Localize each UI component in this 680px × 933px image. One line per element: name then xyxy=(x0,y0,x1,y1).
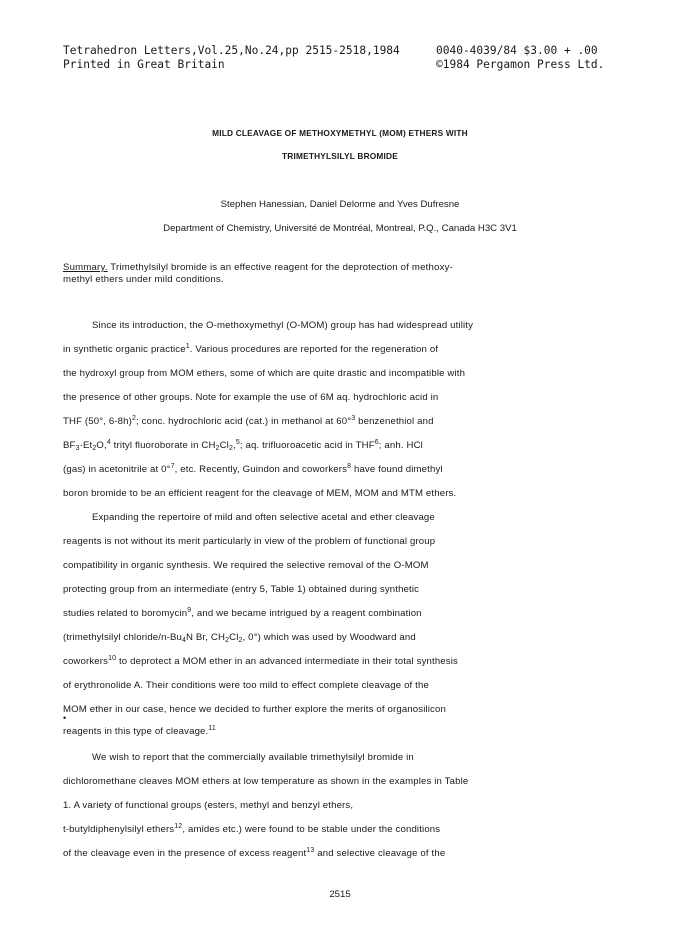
page-number: 2515 xyxy=(329,889,351,900)
body-line: (gas) in acetonitrile at 0°$^7$, etc. Recently, Guindon and coworkers$^8$ have found dimethyl xyxy=(63,463,443,475)
body-line: 1. A variety of functional groups (esters, methyl and benzyl ethers, xyxy=(63,800,354,811)
body-line: reagents in this type of cleavage.$^{11}$ xyxy=(63,725,216,737)
body-line: studies related to boromycin$^9$, and we became intrigued by a reagent combination xyxy=(63,607,422,619)
body-line: compatibility in organic synthesis. We required the selective removal of the O-MOM xyxy=(63,560,429,571)
body-line: the presence of other groups. Note for example the use of 6M aq. hydrochloric acid in xyxy=(63,392,439,403)
affiliation: Department of Chemistry, Université de Montréal, Montreal, P.Q., Canada H3C 3V1 xyxy=(163,223,517,234)
body-line: dichloromethane cleaves MOM ethers at low temperature as shown in the examples in Table xyxy=(63,776,469,787)
copyright: ©1984 Pergamon Press Ltd. xyxy=(436,58,605,71)
stray-mark: • xyxy=(63,713,67,723)
body-line: of erythronolide A. Their conditions were too mild to effect complete cleavage of the xyxy=(63,680,429,691)
body-line: THF (50°, 6-8h)$^2$; conc. hydrochloric acid (cat.) in methanol at 60°$^3$ benzenethiol and xyxy=(63,415,434,427)
body-line: Expanding the repertoire of mild and often selective acetal and ether cleavage xyxy=(92,512,435,523)
journal-citation: Tetrahedron Letters,Vol.25,No.24,pp 2515-2518,1984 xyxy=(63,44,400,57)
body-line: MOM ether in our case, hence we decided to further explore the merits of organosilicon xyxy=(63,704,446,715)
article-title-line2: TRIMETHYLSILYL BROMIDE xyxy=(282,151,398,161)
body-line: coworkers$^{10}$ to deprotect a MOM ether in an advanced intermediate in their total synthesis xyxy=(63,655,458,667)
price-code: 0040-4039/84 $3.00 + .00 xyxy=(436,44,598,57)
body-line: in synthetic organic practice$^1$. Various procedures are reported for the regeneration of xyxy=(63,343,439,355)
body-line: protecting group from an intermediate (entry 5, Table 1) obtained during synthetic xyxy=(63,584,420,595)
body-line: reagents is not without its merit particularly in view of the problem of functional group xyxy=(63,536,436,547)
body-line: the hydroxyl group from MOM ethers, some of which are quite drastic and incompatible with xyxy=(63,368,466,379)
authors: Stephen Hanessian, Daniel Delorme and Yves Dufresne xyxy=(220,199,460,210)
article-title-line1: MILD CLEAVAGE OF METHOXYMETHYL (MOM) ETHERS WITH xyxy=(212,128,468,138)
body-line: Since its introduction, the O-methoxymethyl (O-MOM) group has had widespread utility xyxy=(92,320,474,331)
printed-in: Printed in Great Britain xyxy=(63,58,225,71)
body-line: $BF_3\cdot Et_2O,^4$ trityl fluoroborate in $CH_2Cl_2,^5$; aq. trifluoroacetic acid in THF$^6$; anh. HCl xyxy=(63,439,423,452)
body-line: boron bromide to be an efficient reagent for the cleavage of MEM, MOM and MTM ethers. xyxy=(63,488,457,499)
body-line: t-butyldiphenylsilyl ethers$^{12}$, amides etc.) were found to be stable under the conditions xyxy=(63,823,441,835)
body-line: (trimethylsilyl chloride/$n-Bu_4N$ Br, $CH_2Cl_2$, 0°) which was used by Woodward and xyxy=(63,632,416,644)
summary-line1: Summary. Trimethylsilyl bromide is an effective reagent for the deprotection of methoxy- xyxy=(63,262,453,273)
summary-line2: methyl ethers under mild conditions. xyxy=(63,274,224,285)
body-line: We wish to report that the commercially available trimethylsilyl bromide in xyxy=(92,752,414,763)
body-line: of the cleavage even in the presence of excess reagent$^{13}$ and selective cleavage of the xyxy=(63,847,446,859)
summary-label: Summary. xyxy=(63,262,108,273)
